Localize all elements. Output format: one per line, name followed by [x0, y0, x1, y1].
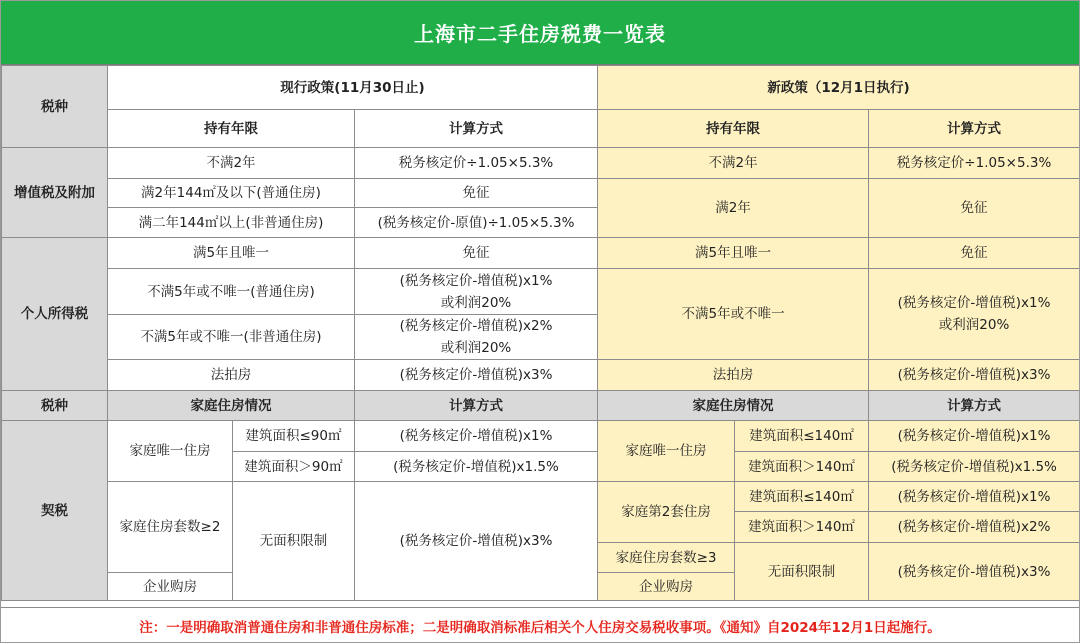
pit-cur-calc-2-line1: (税务核定价-增值税)x1% — [399, 272, 553, 289]
pit-label: 个人所得税 — [2, 238, 108, 391]
vat-new-calc-1: 税务核定价÷1.05×5.3% — [869, 148, 1080, 179]
pit-cur-period-3: 不满5年或不唯一(非普通住房) — [108, 315, 355, 360]
deed-new-second-calc-le: (税务核定价-增值税)x1% — [869, 482, 1080, 512]
vat-new-period-1: 不满2年 — [598, 148, 869, 179]
footnote: 注：一是明确取消普通住房和非普通住房标准；二是明确取消标准后相关个人住房交易税收事项。《通知》自2024年12月1日起施行。 — [1, 607, 1079, 643]
deed-new-three-plus: 家庭住房套数≥3 — [598, 543, 735, 573]
vat-cur-calc-3: (税务核定价-原值)÷1.05×5.3% — [355, 208, 598, 238]
deed-cur-area-gt: 建筑面积＞90㎡ — [233, 452, 355, 482]
pit-cur-period-4: 法拍房 — [108, 360, 355, 391]
deed-new-area-le: 建筑面积≤140㎡ — [735, 421, 869, 452]
pit-new-calc-1: 免征 — [869, 238, 1080, 269]
deed-new-area-gt: 建筑面积＞140㎡ — [735, 452, 869, 482]
deed-family-housing-header: 家庭住房情况 — [108, 391, 355, 421]
pit-cur-calc-3-line2: 或利润20% — [440, 340, 512, 356]
vat-cur-calc-2: 免征 — [355, 179, 598, 208]
pit-new-period-2: 不满5年或不唯一 — [598, 269, 869, 360]
pit-new-calc-2-line2: 或利润20% — [938, 317, 1010, 333]
new-calc-method-header: 计算方式 — [869, 110, 1080, 148]
pit-new-period-3: 法拍房 — [598, 360, 869, 391]
pit-cur-calc-3 — [355, 315, 598, 360]
deed-new-calc-le: (税务核定价-增值税)x1% — [869, 421, 1080, 452]
deed-cur-enterprise: 企业购房 — [108, 573, 233, 601]
deed-cur-calc-two-plus: (税务核定价-增值税)x3% — [355, 482, 598, 601]
deed-cur-only-home: 家庭唯一住房 — [108, 421, 233, 482]
pit-cur-calc-2-line2: 或利润20% — [440, 294, 512, 311]
vat-new-calc-2: 免征 — [869, 179, 1080, 238]
deed-tax-type-header: 税种 — [2, 391, 108, 421]
pit-cur-period-2: 不满5年或不唯一(普通住房) — [108, 269, 355, 315]
vat-cur-period-1: 不满2年 — [108, 148, 355, 179]
deed-new-second-home: 家庭第2套住房 — [598, 482, 735, 543]
vat-cur-period-2: 满2年144㎡及以下(普通住房) — [108, 179, 355, 208]
pit-cur-period-1: 满5年且唯一 — [108, 238, 355, 269]
deed-new-second-area-le: 建筑面积≤140㎡ — [735, 482, 869, 512]
vat-cur-calc-1: 税务核定价÷1.05×5.3% — [355, 148, 598, 179]
deed-cur-area-le: 建筑面积≤90㎡ — [233, 421, 355, 452]
deed-new-calc-method-header: 计算方式 — [869, 391, 1080, 421]
pit-cur-calc-1: 免征 — [355, 238, 598, 269]
pit-cur-calc-4: (税务核定价-增值税)x3% — [355, 360, 598, 391]
deed-cur-two-plus: 家庭住房套数≥2 — [108, 482, 233, 573]
page-title: 上海市二手住房税费一览表 — [1, 1, 1079, 65]
deed-cur-no-limit: 无面积限制 — [233, 482, 355, 601]
pit-new-calc-2 — [869, 269, 1080, 360]
deed-new-enterprise: 企业购房 — [598, 573, 735, 601]
new-holding-period-header: 持有年限 — [598, 110, 869, 148]
current-policy-header: 现行政策(11月30日止) — [108, 66, 598, 110]
vat-new-period-2: 满2年 — [598, 179, 869, 238]
deed-cur-calc-gt: (税务核定价-增值税)x1.5% — [355, 452, 598, 482]
deed-cur-calc-le: (税务核定价-增值税)x1% — [355, 421, 598, 452]
vat-label: 增值税及附加 — [2, 148, 108, 238]
deed-new-second-calc-gt: (税务核定价-增值税)x2% — [869, 512, 1080, 543]
deed-calc-method-header: 计算方式 — [355, 391, 598, 421]
current-calc-method-header: 计算方式 — [355, 110, 598, 148]
deed-new-family-housing-header: 家庭住房情况 — [598, 391, 869, 421]
vat-cur-period-3: 满二年144㎡以上(非普通住房) — [108, 208, 355, 238]
pit-cur-calc-2 — [355, 269, 598, 315]
pit-new-period-1: 满5年且唯一 — [598, 238, 869, 269]
deed-new-second-area-gt: 建筑面积＞140㎡ — [735, 512, 869, 543]
current-holding-period-header: 持有年限 — [108, 110, 355, 148]
tax-type-header: 税种 — [2, 66, 108, 148]
pit-new-calc-2-line1: (税务核定价-增值税)x1% — [897, 295, 1051, 311]
deed-label: 契税 — [2, 421, 108, 601]
new-policy-header: 新政策（12月1日执行) — [598, 66, 1080, 110]
deed-new-calc-three-plus: (税务核定价-增值税)x3% — [869, 543, 1080, 601]
pit-new-calc-3: (税务核定价-增值税)x3% — [869, 360, 1080, 391]
pit-cur-calc-3-line1: (税务核定价-增值税)x2% — [399, 318, 553, 334]
deed-new-only-home: 家庭唯一住房 — [598, 421, 735, 482]
deed-new-no-limit: 无面积限制 — [735, 543, 869, 601]
tax-table — [1, 65, 1080, 601]
deed-new-calc-gt: (税务核定价-增值税)x1.5% — [869, 452, 1080, 482]
